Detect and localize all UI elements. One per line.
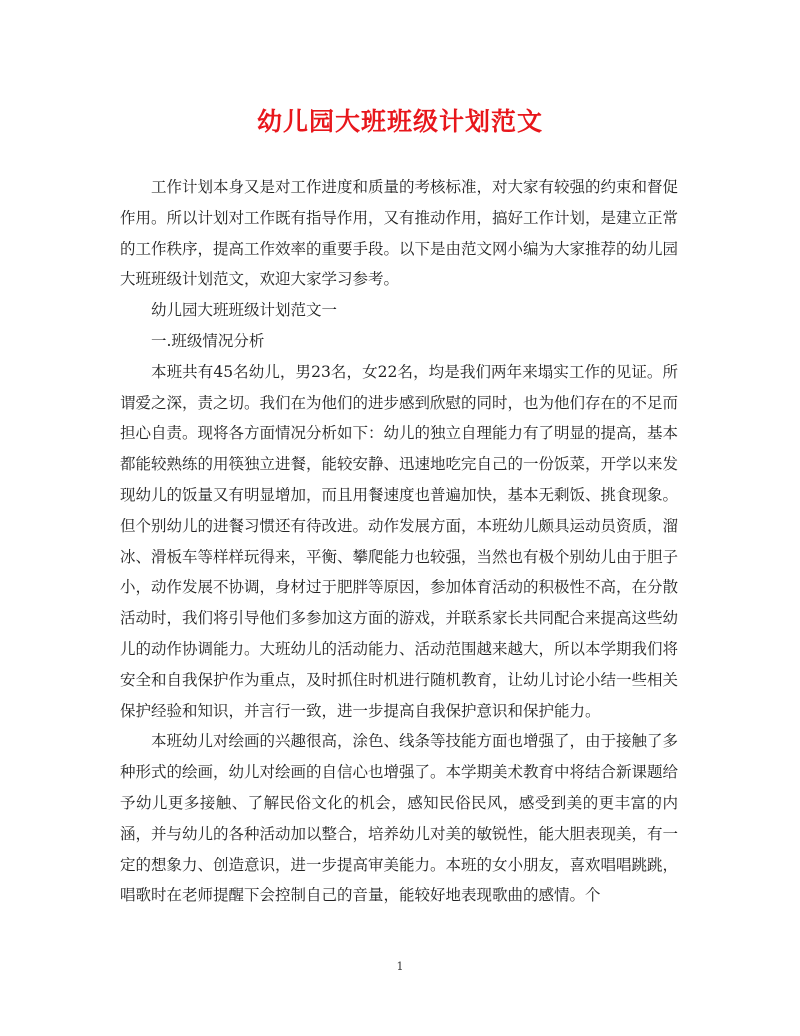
intro-paragraph: 工作计划本身又是对工作进度和质量的考核标准，对大家有较强的约束和督促作用。所以计划对工作既有指导作用，又有推动作用，搞好工作计划，是建立正常的工作秩序，提高工作效率的重要手段。以下是由范文网小编为大家推荐的幼儿园大班班级计划范文，欢迎大家学习参考。: [120, 178, 679, 289]
body-paragraph: 本班幼儿对绘画的兴趣很高，涂色、线条等技能方面也增强了，由于接触了多种形式的绘画，幼儿对绘画的自信心也增强了。本学期美术教育中将结合新课题给予幼儿更多接触、了解民俗文化的机会，感知民俗民风，感受到美的更丰富的内涵，并与幼儿的各种活动加以整合，培养幼儿对美的敏锐性，能大胆表现美，有一定的想象力、创造意识，进一步提高审美能力。本班的女小朋友，喜欢唱唱跳跳，唱歌时在老师提醒下会控制自己的音量，能较好地表现歌曲的感情。个: [120, 732, 679, 905]
page-number: 1: [396, 960, 404, 973]
section-heading: 幼儿园大班班级计划范文一: [151, 301, 338, 320]
document-body: [120, 172, 678, 911]
document-title: 幼儿园大班班级计划范文: [256, 107, 543, 136]
subsection-heading: 一.班级情况分析: [151, 331, 265, 350]
body-paragraph: 本班共有45名幼儿，男23名，女22名，均是我们两年来塌实工作的见证。所谓爱之深，责之切。我们在为他们的进步感到欣慰的同时，也为他们存在的不足而担心自责。现将各方面情况分析如下：幼儿的独立自理能力有了明显的提高，基本都能较熟练的用筷独立进餐，能较安静、迅速地吃完自己的一份饭菜，开学以来发现幼儿的饭量又有明显增加，而且用餐速度也普遍加快，基本无剩饭、挑食现象。但个别幼儿的进餐习惯还有待改进。动作发展方面，本班幼儿颇具运动员资质，溜冰、滑板车等样样玩得来，平衡、攀爬能力也较强，当然也有极个别幼儿由于胆子小，动作发展不协调，身材过于肥胖等原因，参加体育活动的积极性不高，在分散活动时，我们将引导他们多参加这方面的游戏，并联系家长共同配合来提高这些幼儿的动作协调能力。大班幼儿的活动能力、活动范围越来越大，所以本学期我们将安全和自我保护作为重点，及时抓住时机进行随机教育，让幼儿讨论小结一些相关保护经验和知识，并言行一致，进一步提高自我保护意识和保护能力。: [120, 362, 679, 720]
